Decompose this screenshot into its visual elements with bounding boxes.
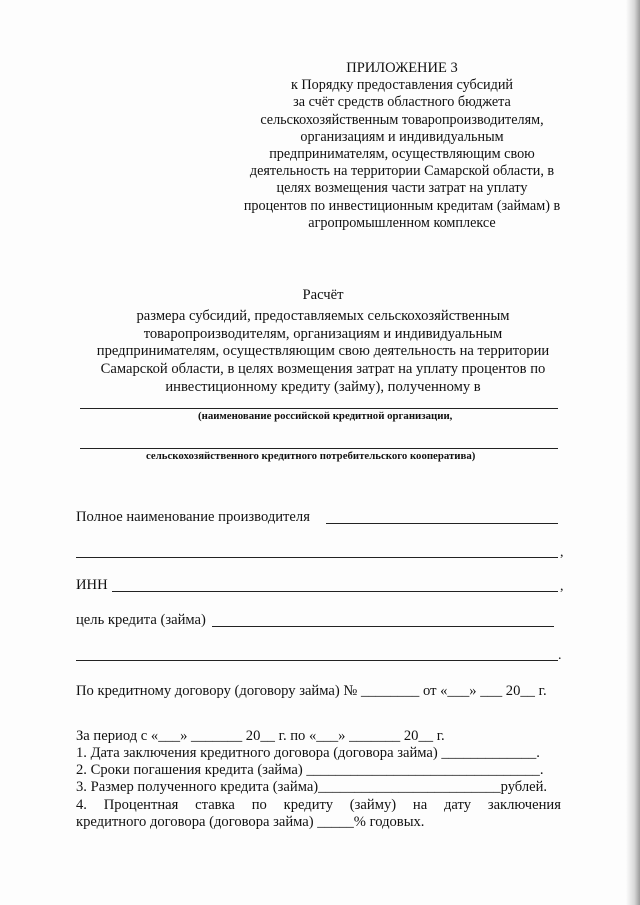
calculation-heading — [80, 287, 566, 397]
item-4-word: ставка — [195, 797, 235, 813]
bank-name-field[interactable] — [80, 408, 558, 409]
comma-mark: , — [560, 545, 564, 560]
item-4-word: дату — [444, 797, 472, 813]
cooperative-name-field[interactable] — [80, 448, 558, 449]
appendix-line: предпринимателям, осуществляющим свою — [269, 146, 535, 163]
period-line: За период с «___» _______ 20__ г. по «___» _______ 20__ г. — [76, 728, 445, 744]
calculation-line: размера субсидий, предоставляемых сельскохозяйственным — [136, 307, 510, 324]
item-4-word: (займу) — [349, 797, 397, 813]
purpose-field-2[interactable] — [76, 660, 558, 661]
appendix-line: организациям и индивидуальным — [300, 128, 504, 145]
inn-label: ИНН — [76, 577, 108, 593]
appendix-line: агропромышленном комплексе — [308, 214, 496, 231]
item-1: 1. Дата заключения кредитного договора (договора займа) _____________. — [76, 745, 540, 761]
item-2: 2. Сроки погашения кредита (займа) ________________________________. — [76, 762, 544, 778]
inn-field[interactable] — [112, 591, 558, 592]
appendix-line: целях возмещения части затрат на уплату — [276, 180, 528, 197]
item-4-word: 4. — [76, 797, 87, 813]
comma-mark: , — [560, 579, 564, 594]
appendix-title: ПРИЛОЖЕНИЕ 3 — [346, 60, 458, 76]
appendix-header — [236, 60, 568, 232]
calculation-line: предпринимателям, осуществляющим свою деятельность на территории — [96, 343, 550, 360]
calculation-line: инвестиционному кредиту (займу), полученному в — [165, 378, 481, 395]
appendix-line: к Порядку предоставления субсидий — [290, 77, 514, 94]
producer-label: Полное наименование производителя — [76, 509, 310, 525]
producer-name-field-2[interactable] — [76, 557, 558, 558]
contract-line: По кредитному договору (договору займа) № ________ от «___» ___ 20__ г. — [76, 683, 547, 699]
scan-edge-shadow — [626, 0, 640, 905]
item-3: 3. Размер полученного кредита (займа)_________________________рублей. — [76, 779, 548, 795]
item-4-word: Процентная — [103, 797, 179, 813]
appendix-line: процентов по инвестиционным кредитам (займам) в — [243, 197, 561, 214]
item-4-word: на — [412, 797, 428, 813]
appendix-line: за счёт средств областного бюджета — [293, 94, 511, 111]
calculation-title: Расчёт — [302, 287, 344, 303]
bank-caption: (наименование российской кредитной организации, — [198, 410, 453, 422]
producer-name-field[interactable] — [326, 523, 558, 524]
calculation-line: товаропроизводителям, организациям и индивидуальным — [143, 325, 503, 342]
calculation-line: Самарской области, в целях возмещения затрат на уплату процентов по — [100, 361, 546, 378]
appendix-line: деятельность на территории Самарской области, в — [249, 163, 555, 180]
item-4-word: кредиту — [283, 797, 333, 813]
cooperative-caption: сельскохозяйственного кредитного потребительского кооператива) — [146, 450, 476, 462]
item-4-word: по — [251, 797, 267, 813]
period-mark: . — [558, 648, 562, 663]
item-4-line-1 — [76, 797, 561, 814]
purpose-field[interactable] — [212, 626, 554, 627]
purpose-label: цель кредита (займа) — [76, 612, 206, 628]
item-4-word: заключения — [487, 797, 561, 813]
item-4-line-2: кредитного договора (договора займа) _____% годовых. — [76, 814, 425, 830]
appendix-line: сельскохозяйственным товаропроизводителям, — [260, 111, 544, 128]
